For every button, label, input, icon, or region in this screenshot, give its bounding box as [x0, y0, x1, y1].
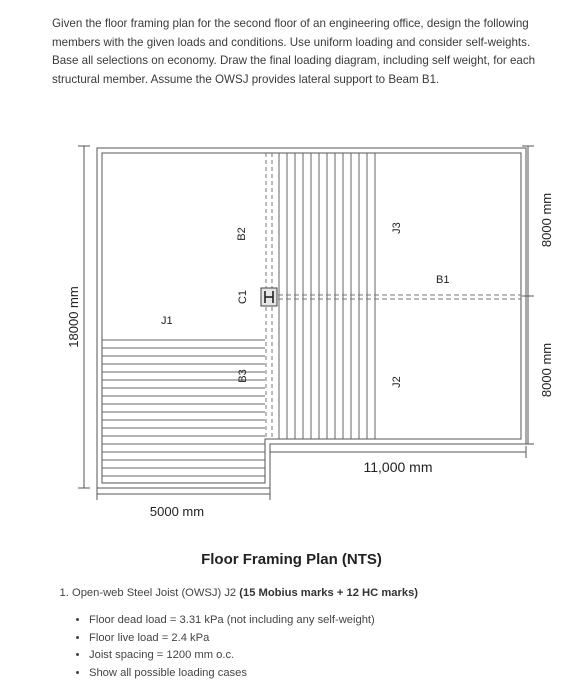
joists-j1 — [102, 340, 265, 476]
condition-item: • Joist spacing = 1200 mm o.c. — [89, 647, 375, 665]
task-conditions — [72, 612, 375, 682]
condition-item: • Show all possible loading cases — [89, 665, 375, 683]
dimension-lower-right-label: 8000 mm — [539, 342, 554, 398]
task-text: Open-web Steel Joist (OWSJ) J2 — [72, 587, 237, 599]
problem-statement: Given the floor framing plan for the second floor of an engineering office, design the following members with the given loads and conditions. Use uniform loading and consider self-weights. Base all selections on economy. Draw the final loading diagram, including self weight, for each structural member. Assume the OWSJ provides lateral support to Beam B1. — [52, 17, 536, 86]
condition-item: • Floor dead load = 3.31 kPa (not including any self-weight) — [89, 612, 375, 630]
dimension-right — [522, 146, 534, 444]
dimension-upper-right-label: 8000 mm — [539, 192, 554, 248]
label-j1: J1 — [161, 315, 173, 327]
label-j3: J3 — [391, 222, 403, 234]
joists-j3-j2 — [279, 153, 375, 439]
plan-title: Floor Framing Plan (NTS) — [201, 551, 382, 568]
condition-item: • Floor live load = 2.4 kPa — [89, 630, 375, 648]
dimension-right-width-label: 11,000 mm — [363, 459, 433, 475]
task-item — [72, 584, 572, 602]
task-marks: (15 Mobius marks + 12 HC marks) — [239, 587, 419, 599]
beam-b1 — [278, 295, 521, 299]
label-b2: B2 — [236, 227, 248, 241]
dimension-total-height-label: 18000 mm — [66, 286, 81, 348]
dimension-bottom — [97, 446, 526, 500]
column-c1 — [261, 288, 277, 306]
task-list — [52, 584, 572, 602]
label-c1: C1 — [237, 289, 249, 305]
label-b1: B1 — [436, 274, 450, 286]
dimension-left-width-label: 5000 mm — [149, 504, 205, 519]
label-b3: B3 — [237, 369, 249, 383]
label-j2: J2 — [391, 376, 403, 388]
